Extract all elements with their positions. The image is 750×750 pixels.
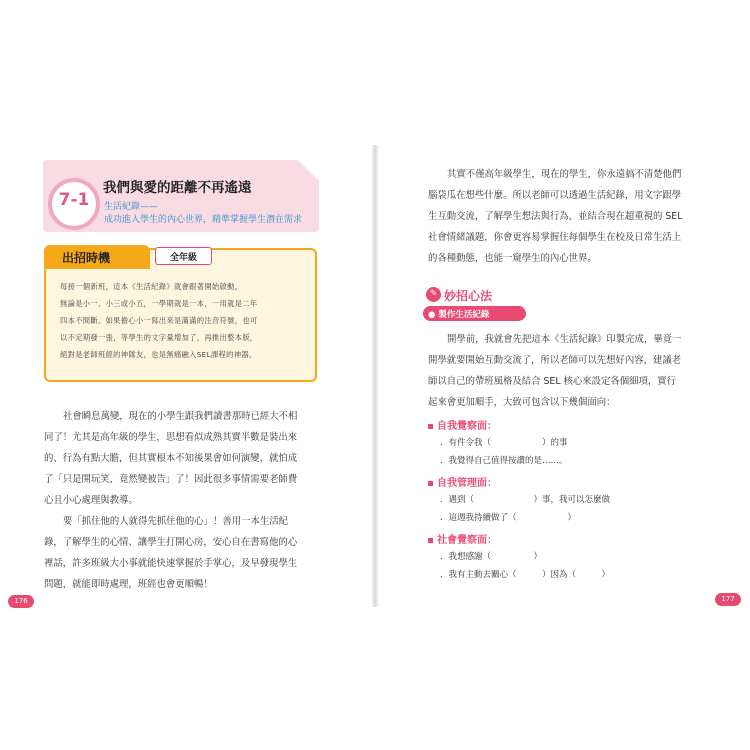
callout-line: 以不定期發一張，等學生的文字量增加了，再推出整本版， — [60, 333, 258, 342]
intro-line: 腦袋瓜在想些什麼。所以老師可以透過生活紀錄，用文字跟學 — [428, 190, 682, 201]
pill-text: 製作生活紀錄 — [438, 310, 490, 320]
chapter-number: 7-1 — [58, 190, 90, 210]
section-title: 自我覺察面： — [437, 421, 497, 432]
make-record-pill-label: ● 製作生活紀錄 — [428, 310, 490, 320]
section-self-awareness — [428, 417, 497, 432]
callout-line: 絕對是老師班經的神隊友，也是無痛融入SEL課程的神器。 — [60, 350, 257, 359]
body-paragraph-line: 裡話，許多班級大小事就能快速掌握於手掌心，及早發現學生 — [44, 558, 298, 569]
worksheet-item: ．我想感謝（ ） — [440, 552, 543, 562]
worksheet-item: ．這週我持續做了（ ） — [440, 513, 577, 523]
callout-line: 每接一個新班，這本《生活紀錄》就會跟著開始啟動， — [60, 282, 243, 291]
intro-line: 生互動交流，了解學生想法與行為，並結合現在超重視的 SEL — [428, 211, 683, 222]
section-title: 社會覺察面： — [437, 535, 497, 546]
book-spine — [372, 145, 378, 607]
square-bullet-icon — [428, 538, 433, 543]
worksheet-item: ．有件令我（ ）的事 — [440, 438, 568, 448]
chapter-subtitle-2: 成功進入學生的內心世界，精準掌握學生潛在需求 — [104, 215, 303, 225]
intro-line: 其實不僅高年級學生，現在的學生，你永遠搞不清楚他們 — [447, 169, 682, 180]
method-line: 開學就要開始互動交流了，所以老師可以先想好內容，建議老 — [428, 355, 682, 366]
body-paragraph-line: 同了！尤其是高年級的學生，思想看似成熟其實半數是裝出來 — [44, 432, 298, 443]
body-paragraph-line: 的、行為有點大膽，但其實根本不知後果會如何演變，就怕成 — [44, 453, 298, 464]
square-bullet-icon — [428, 481, 433, 486]
worksheet-item: ．遇到（ ）事，我可以怎麼做 — [440, 495, 611, 505]
section-self-management — [428, 474, 497, 489]
page-number-right: 177 — [715, 593, 741, 606]
pencil-icon: ✎ — [426, 287, 441, 302]
worksheet-item: ．我覺得自己值得按讚的是……。 — [440, 456, 568, 466]
method-line: 開學前，我就會先把這本《生活紀錄》印製完成，畢竟一 — [447, 334, 682, 345]
chapter-title: 我們與愛的距離不再遙遠 — [103, 180, 252, 196]
section-social-awareness — [428, 531, 497, 546]
chapter-subtitle-1: 生活紀錄—— — [104, 202, 159, 212]
grade-badge-label: 全年級 — [169, 253, 197, 263]
tip-section-title: 妙招心法 — [444, 289, 493, 303]
page-number-left: 176 — [8, 595, 34, 608]
body-paragraph-line: 問題，就能即時處理，班經也會更順暢！ — [44, 579, 213, 590]
callout-line: 無論是小一、小三或小五，一學期就是一本，一用就是二年 — [60, 299, 258, 308]
chapter-header-corner — [298, 160, 320, 182]
body-paragraph-line: 了「只是開玩笑，竟然變被告」了！因此很多事情需要老師費 — [44, 474, 298, 485]
worksheet-item: ．我有主動去關心（ ）因為（ ） — [440, 570, 611, 580]
body-paragraph-line: 錄，了解學生的心情、讓學生打開心房，安心自在書寫他的心 — [44, 537, 298, 548]
intro-line: 的各種動態，也能一窺學生的內心世界。 — [428, 253, 597, 264]
body-paragraph-line: 心且小心處理與教導。 — [44, 495, 138, 506]
timing-callout-title: 出招時機 — [62, 251, 111, 265]
callout-line: 四本不間斷。如果擔心小一寫出來是滿滿的注音符號，也可 — [60, 316, 258, 325]
method-line: 起來會更加順手，大致可包含以下幾個面向： — [428, 397, 616, 408]
body-paragraph-line: 要「抓住他的人就得先抓住他的心」！善用一本生活紀 — [63, 516, 289, 527]
method-line: 師以自己的帶班風格及結合 SEL 核心來設定各個細項，實行 — [428, 376, 677, 387]
body-paragraph-line: 社會瞬息萬變，現在的小學生跟我們讀書那時已經大不相 — [63, 411, 298, 422]
section-title: 自我管理面： — [437, 478, 497, 489]
square-bullet-icon — [428, 424, 433, 429]
intro-line: 社會情緒議題，你會更容易掌握住每個學生在校及日常生活上 — [428, 232, 682, 243]
